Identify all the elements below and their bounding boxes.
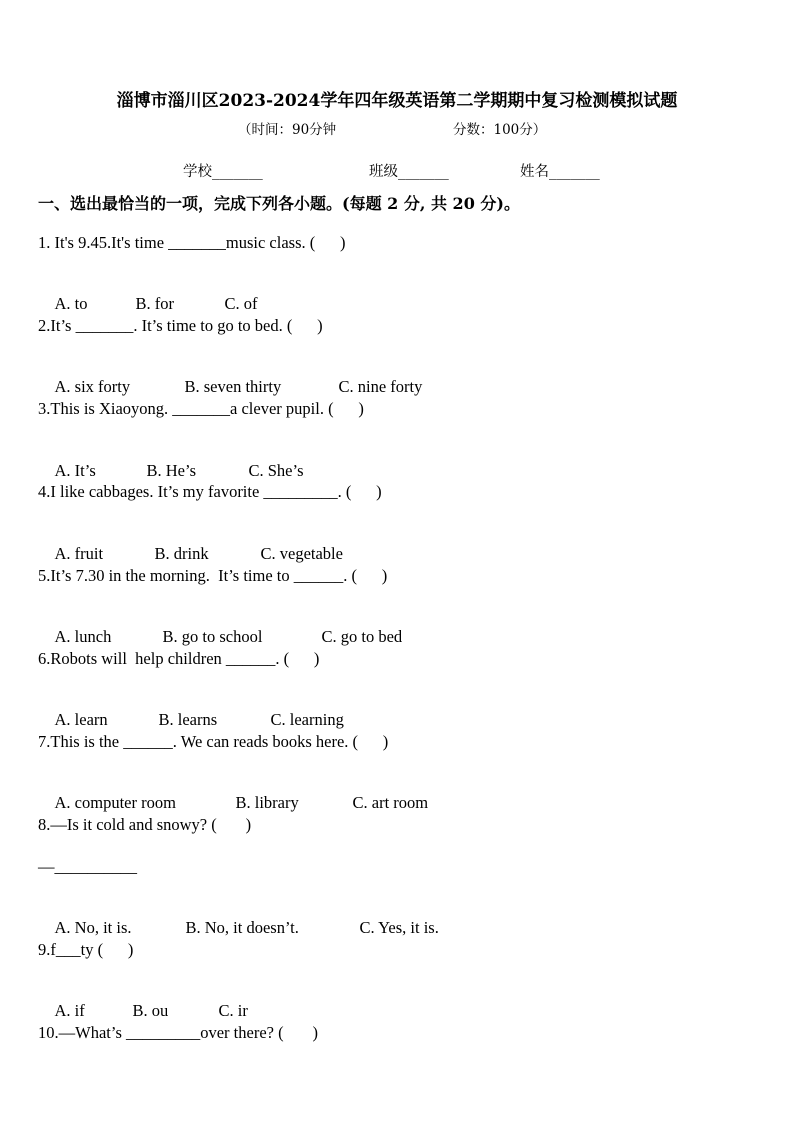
question-stem: 3.This is Xiaoyong. _______a clever pupil. ( ) [38, 399, 364, 418]
question-stem: 7.This is the ______. We can reads books here. ( ) [38, 732, 389, 751]
option-b[interactable]: B. No, it doesn’t. [185, 918, 299, 937]
option-a[interactable]: A. if [54, 1001, 85, 1020]
exam-title: 淄博市淄川区2023-2024学年四年级英语第二学期期中复习检测模拟试题 [116, 91, 678, 111]
option-b[interactable]: B. He’s [146, 461, 196, 480]
option-c[interactable]: C. learning [270, 710, 344, 729]
option-a[interactable]: A. six forty [54, 377, 131, 396]
option-c[interactable]: C. She’s [248, 461, 304, 480]
option-b[interactable]: B. learns [158, 710, 218, 729]
option-b[interactable]: B. ou [132, 1001, 169, 1020]
exam-time: （时间：90分钟 [238, 122, 337, 138]
question-stem: 2.It’s _______. It’s time to go to bed. ( ) [38, 316, 323, 335]
question-stem: 6.Robots will help children ______. ( ) [38, 649, 320, 668]
option-b[interactable]: B. go to school [162, 627, 263, 646]
question-stem: 8.—Is it cold and snowy? ( ) [38, 815, 252, 834]
answer-line[interactable]: —__________ [38, 857, 137, 876]
question-stem: 9.f___ty ( ) [38, 940, 134, 959]
question-stem: 4.I like cabbages. It’s my favorite _________. ( ) [38, 482, 382, 501]
option-c[interactable]: C. ir [218, 1001, 248, 1020]
option-b[interactable]: B. for [135, 294, 174, 313]
option-c[interactable]: C. vegetable [260, 544, 343, 563]
class-field[interactable]: 班级_______ [369, 164, 449, 180]
option-a[interactable]: A. computer room [54, 793, 176, 812]
exam-score: 分数：100分） [453, 122, 547, 138]
option-a[interactable]: A. No, it is. [54, 918, 132, 937]
option-c[interactable]: C. nine forty [338, 377, 423, 396]
option-b[interactable]: B. drink [154, 544, 209, 563]
option-a[interactable]: A. lunch [54, 627, 112, 646]
school-field[interactable]: 学校_______ [183, 164, 263, 180]
option-a[interactable]: A. to [54, 294, 88, 313]
option-a[interactable]: A. learn [54, 710, 108, 729]
section-heading: 一、选出最恰当的一项，完成下列各小题。(每题 2 分, 共 20 分)。 [38, 194, 520, 213]
option-a[interactable]: A. fruit [54, 544, 104, 563]
option-a[interactable]: A. It’s [54, 461, 96, 480]
option-b[interactable]: B. seven thirty [184, 377, 282, 396]
option-c[interactable]: C. of [224, 294, 258, 313]
option-b[interactable]: B. library [235, 793, 299, 812]
option-c[interactable]: C. go to bed [321, 627, 403, 646]
question-stem: 1. It's 9.45.It's time _______music class. ( ) [38, 233, 346, 252]
name-field[interactable]: 姓名_______ [520, 164, 600, 180]
question-stem: 10.—What’s _________over there? ( ) [38, 1023, 318, 1042]
option-c[interactable]: C. art room [352, 793, 429, 812]
question-stem: 5.It’s 7.30 in the morning. It’s time to ______. ( ) [38, 566, 388, 585]
option-c[interactable]: C. Yes, it is. [359, 918, 439, 937]
